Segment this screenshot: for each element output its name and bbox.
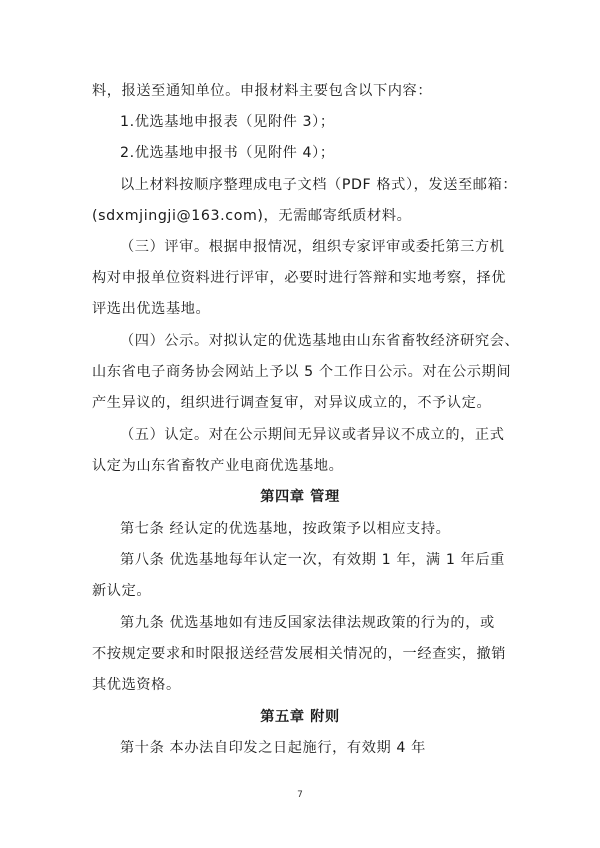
article-line: 新认定。: [92, 583, 152, 599]
article-line: 第十条 本办法自印发之日起施行，有效期 4 年: [120, 740, 426, 756]
chapter-heading: 第四章 管理: [260, 489, 340, 505]
paragraph-line: 料，报送至通知单位。申报材料主要包含以下内容：: [92, 83, 433, 99]
article-line: 第七条 经认定的优选基地，按政策予以相应支持。: [120, 521, 451, 537]
list-item-application-report: 2.优选基地申报书（见附件 4）；: [120, 145, 335, 161]
article-line: 不按规定要求和时限报送经营发展相关情况的，一经查实，撤销: [92, 646, 507, 662]
page-number: 7: [297, 790, 303, 800]
paragraph-publicity-line: 产生异议的，组织进行调查复审，对异议成立的，不予认定。: [92, 395, 492, 411]
paragraph-review-line: （三）评审。根据申报情况，组织专家评审或委托第三方机: [120, 239, 505, 255]
paragraph-certification-line: 认定为山东省畜牧产业电商优选基地。: [92, 458, 344, 474]
list-item-application-form: 1.优选基地申报表（见附件 3）；: [120, 114, 335, 130]
paragraph-publicity-line: （四）公示。对拟认定的优选基地由山东省畜牧经济研究会、: [120, 333, 520, 349]
article-line: 第八条 优选基地每年认定一次，有效期 1 年，满 1 年后重: [120, 552, 505, 568]
paragraph-publicity-line: 山东省电子商务协会网站上予以 5 个工作日公示。对在公示期间: [92, 364, 512, 380]
chapter-heading: 第五章 附则: [260, 709, 340, 725]
paragraph-line: 以上材料按顺序整理成电子文档（PDF 格式），发送至邮箱：: [120, 177, 518, 193]
paragraph-certification-line: （五）认定。对在公示期间无异议或者异议不成立的，正式: [120, 427, 505, 443]
email-line: (sdxmjingji@163.com)，无需邮寄纸质材料。: [92, 208, 412, 224]
paragraph-review-line: 构对申报单位资料进行评审，必要时进行答辩和实地考察，择优: [92, 270, 507, 286]
article-line: 其优选资格。: [92, 677, 181, 693]
article-line: 第九条 优选基地如有违反国家法律法规政策的行为的，或: [120, 615, 495, 631]
paragraph-review-line: 评选出优选基地。: [92, 301, 211, 317]
